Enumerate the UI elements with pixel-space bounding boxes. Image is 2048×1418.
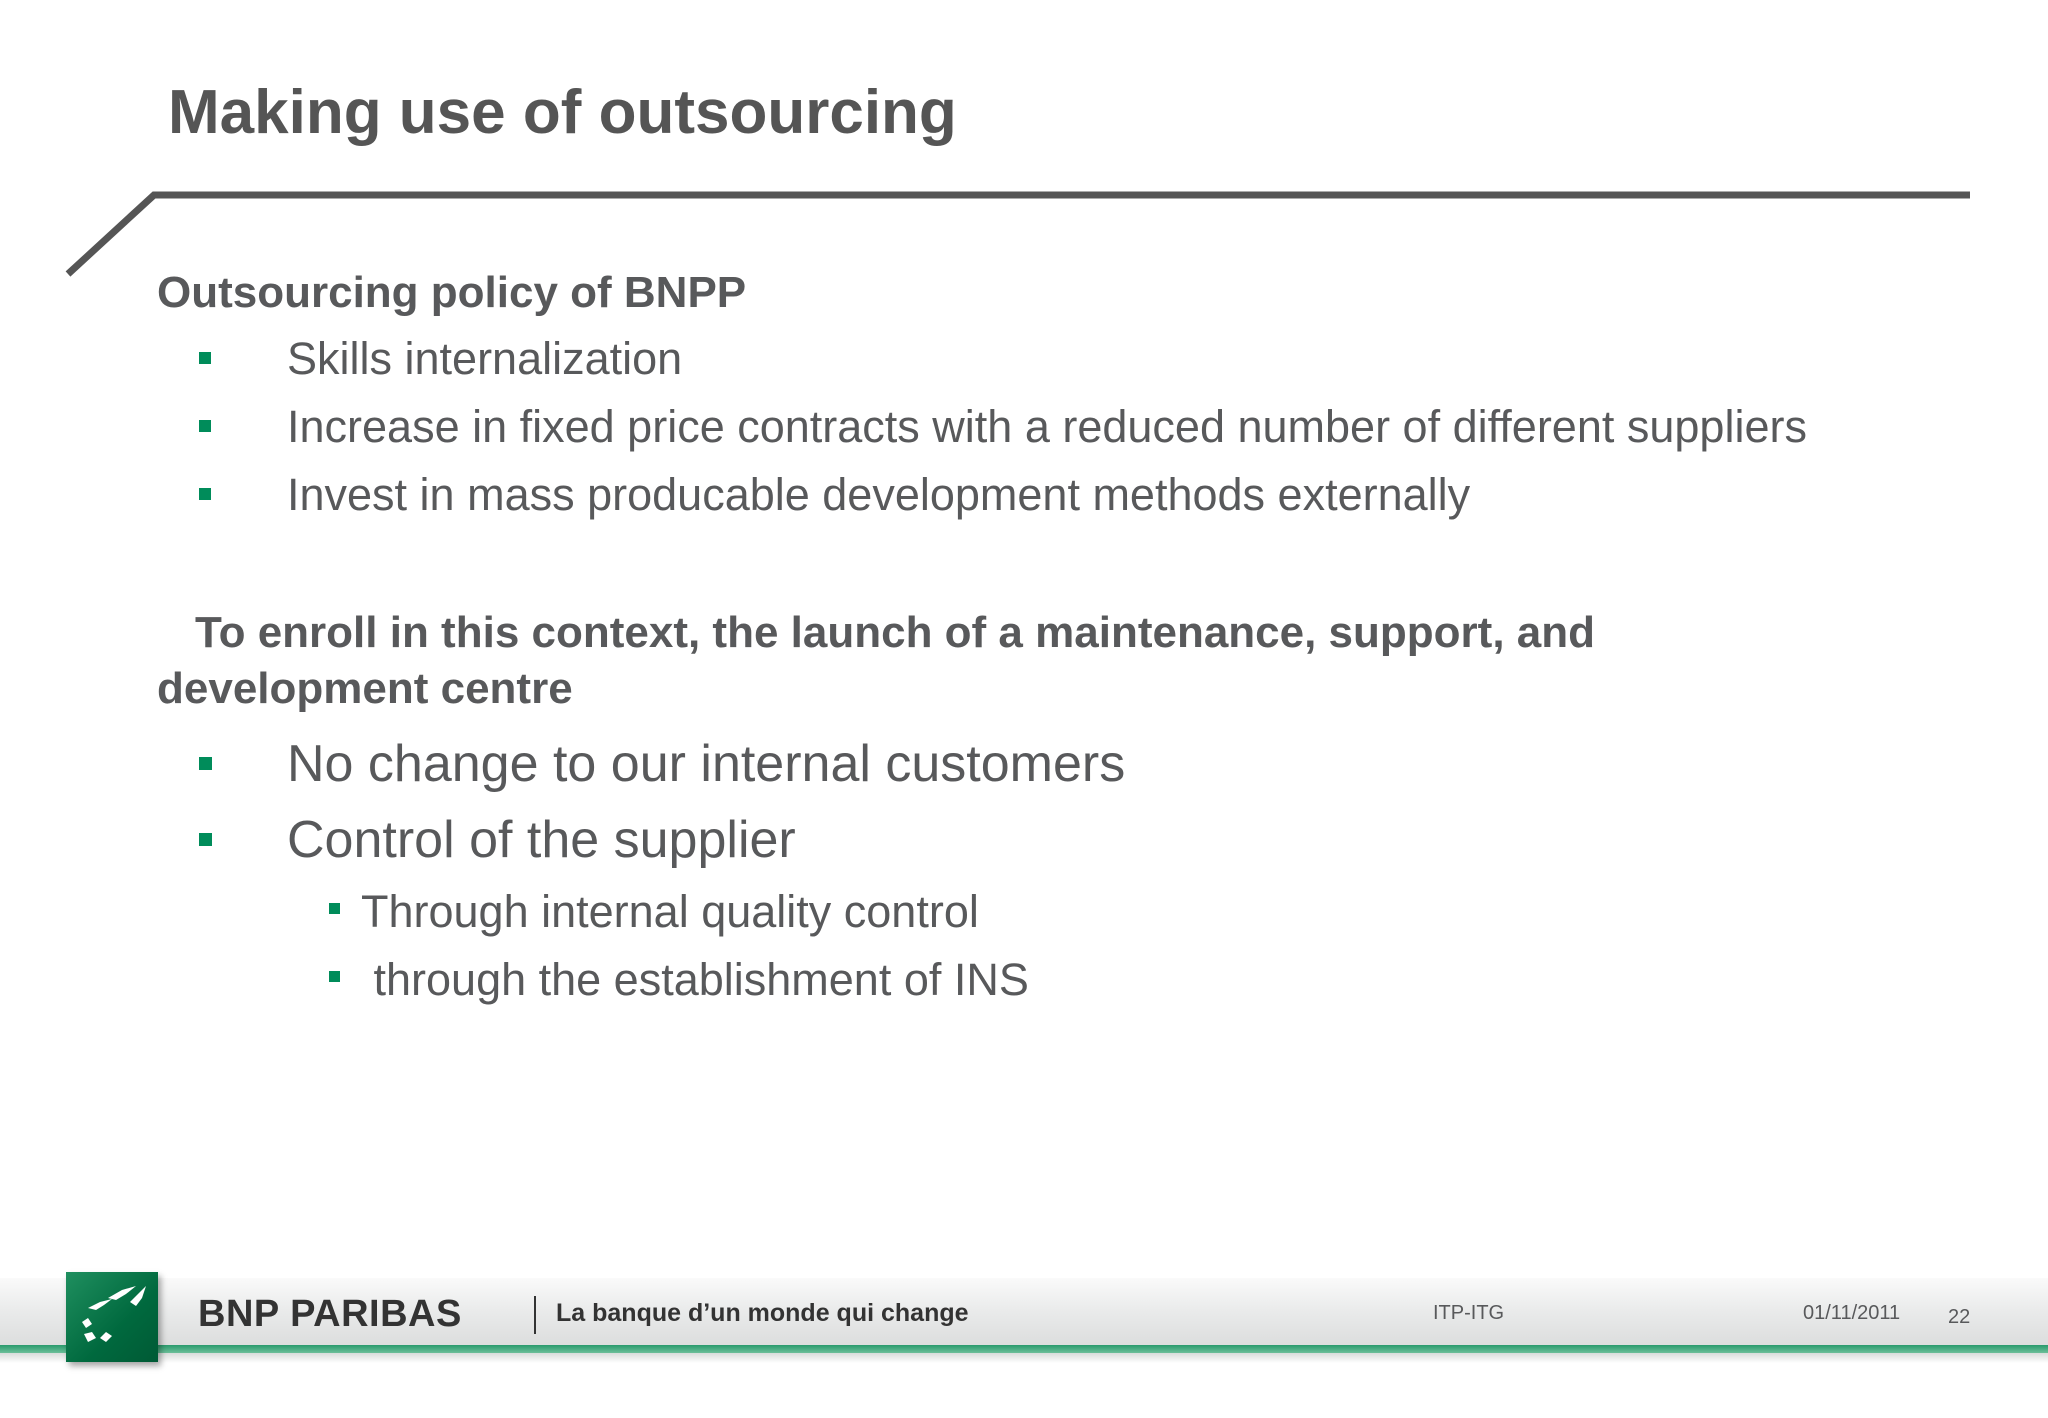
bullet-text: Skills internalization bbox=[287, 333, 683, 384]
section-heading-line: To enroll in this context, the launch of a maintenance, support, and bbox=[195, 608, 1595, 657]
green-square-bullet-icon bbox=[329, 903, 340, 914]
green-square-bullet-icon bbox=[199, 488, 211, 500]
bullet-text: Invest in mass producable development methods externally bbox=[287, 469, 1471, 520]
slide-title: Making use of outsourcing bbox=[168, 78, 957, 147]
brand-name: BNP PARIBAS bbox=[198, 1293, 462, 1335]
section-heading-line: development centre bbox=[157, 664, 573, 714]
green-square-bullet-icon bbox=[199, 833, 212, 846]
sub-bullet-text: through the establishment of INS bbox=[361, 954, 1029, 1005]
footer-date: 01/11/2011 bbox=[1803, 1302, 1901, 1324]
section-heading-enroll-context bbox=[157, 605, 1595, 718]
section-heading-outsourcing-policy: Outsourcing policy of BNPP bbox=[157, 268, 747, 317]
green-square-bullet-icon bbox=[199, 352, 211, 364]
footer-shadow bbox=[0, 1353, 2048, 1363]
brand-separator bbox=[534, 1296, 536, 1334]
sub-bullet-text: Through internal quality control bbox=[361, 886, 979, 937]
green-square-bullet-icon bbox=[199, 420, 211, 432]
bullet-text: Increase in fixed price contracts with a reduced number of different suppliers bbox=[287, 401, 1807, 452]
bnp-paribas-logo-icon bbox=[66, 1272, 158, 1362]
title-divider bbox=[0, 0, 2048, 300]
brand-tagline: La banque d’un monde qui change bbox=[556, 1299, 969, 1327]
green-square-bullet-icon bbox=[199, 757, 212, 770]
bullet-text: No change to our internal customers bbox=[287, 735, 1126, 793]
footer-department: ITP-ITG bbox=[1433, 1302, 1505, 1324]
footer-green-line bbox=[0, 1345, 2048, 1353]
footer-page-number: 22 bbox=[1948, 1306, 1971, 1328]
bullet-text: Control of the supplier bbox=[287, 811, 796, 869]
stars-birds-icon bbox=[66, 1272, 158, 1362]
green-square-bullet-icon bbox=[329, 971, 340, 982]
